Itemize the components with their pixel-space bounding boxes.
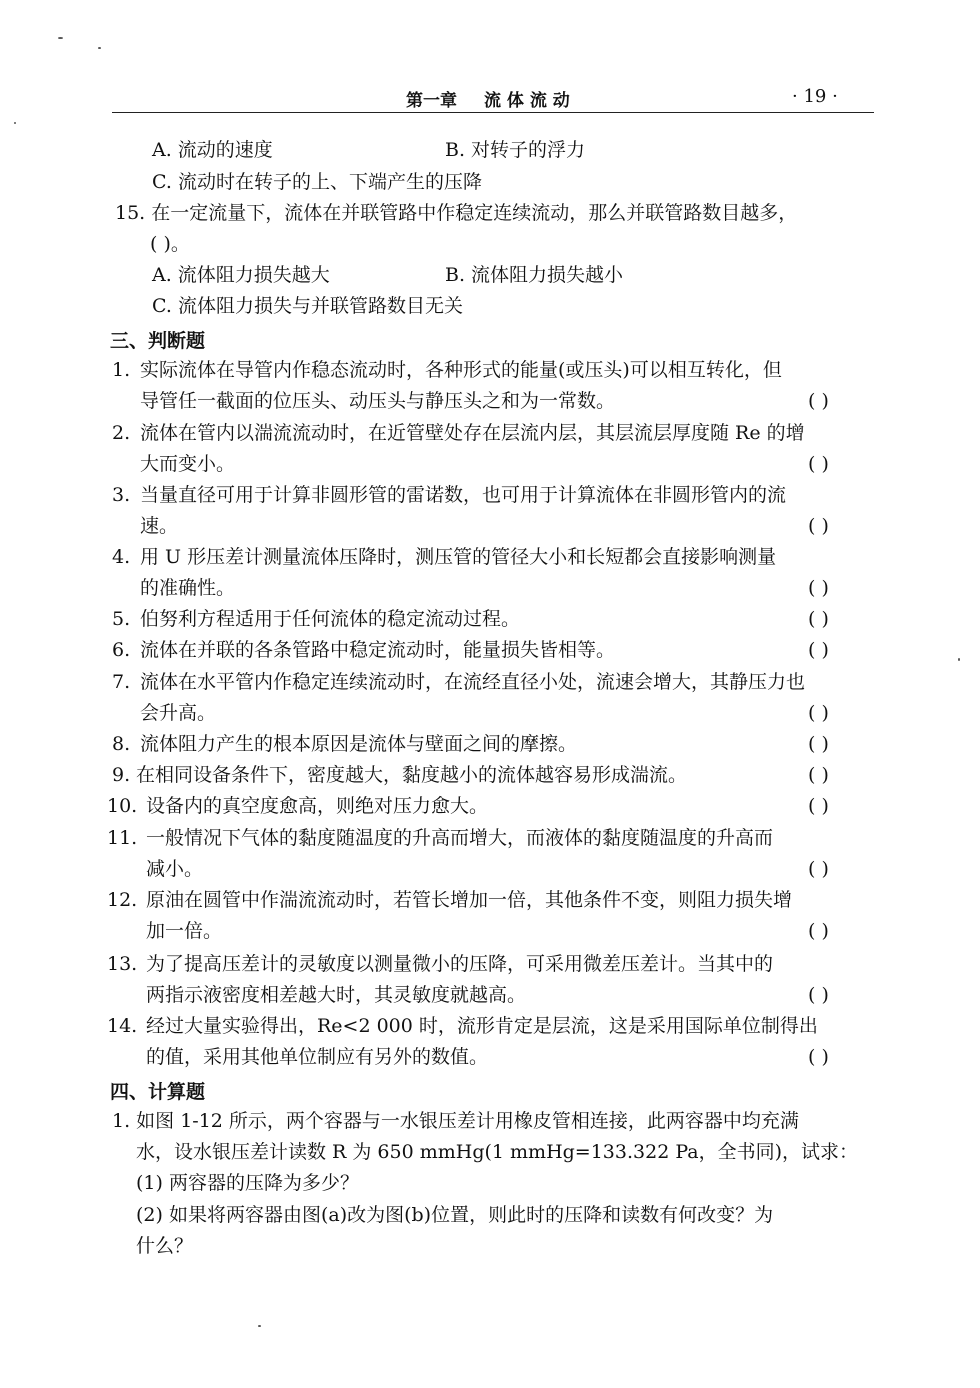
answer-blank: ( ) xyxy=(808,577,829,599)
item-text: 流体阻力产生的根本原因是流体与壁面之间的摩擦。 xyxy=(140,733,578,755)
item-text: 速。 xyxy=(140,515,179,537)
section-title: 三、判断题 xyxy=(110,330,206,352)
sub-question: (2) 如果将两容器由图(a)改为图(b)位置，则此时的压降和读数有何改变？为 xyxy=(136,1204,774,1226)
option-c: C. 流动时在转子的上、下端产生的压降 xyxy=(152,171,482,193)
option-b: B. 对转子的浮力 xyxy=(445,139,586,161)
item-number: 1. xyxy=(112,359,131,381)
item-number: 14. xyxy=(107,1015,138,1037)
item-number: 2. xyxy=(112,422,131,444)
chapter-title: 流 体 流 动 xyxy=(484,91,570,111)
scan-speck xyxy=(958,658,960,661)
option-b: B. 流体阻力损失越小 xyxy=(445,264,624,286)
item-text: 在相同设备条件下，密度越大，黏度越小的流体越容易形成湍流。 xyxy=(136,764,688,786)
answer-blank: ( ) xyxy=(808,639,829,661)
answer-blank: ( ) xyxy=(808,390,829,412)
item-number: 11. xyxy=(107,827,138,849)
item-text: 原油在圆管中作湍流流动时，若管长增加一倍，其他条件不变，则阻力损失增 xyxy=(146,889,793,911)
answer-blank: ( ) xyxy=(808,764,829,786)
item-text: 流体在水平管内作稳定连续流动时，在流经直径小处，流速会增大，其静压力也 xyxy=(140,671,806,693)
item-number: 8. xyxy=(112,733,131,755)
item-number: 5. xyxy=(112,608,131,630)
item-number: 10. xyxy=(107,795,138,817)
item-text: 经过大量实验得出，Re<2 000 时，流形肯定是层流，这是采用国际单位制得出 xyxy=(146,1015,818,1037)
answer-blank: ( ) xyxy=(808,1046,829,1068)
problem-text: 1. 如图 1-12 所示，两个容器与一水银压差计用橡皮管相连接，此两容器中均充满 xyxy=(112,1110,799,1132)
option-c: C. 流体阻力损失与并联管路数目无关 xyxy=(152,295,463,317)
item-number: 7. xyxy=(112,671,131,693)
chapter-label: 第一章 xyxy=(406,91,457,111)
item-number: 6. xyxy=(112,639,131,661)
answer-blank: ( ) xyxy=(808,702,829,724)
answer-blank: ( ) xyxy=(808,608,829,630)
item-number: 9. xyxy=(112,764,131,786)
item-number: 4. xyxy=(112,546,131,568)
item-text: 两指示液密度相差越大时，其灵敏度就越高。 xyxy=(146,984,527,1006)
answer-blank: ( ) xyxy=(808,453,829,475)
item-text: 加一倍。 xyxy=(146,920,223,942)
answer-blank: ( ) xyxy=(808,984,829,1006)
question-15-stem: 15. 在一定流量下，流体在并联管路中作稳定连续流动，那么并联管路数目越多， xyxy=(115,202,798,224)
question-15-blank: ( )。 xyxy=(150,233,190,255)
section-title: 四、计算题 xyxy=(110,1081,206,1103)
item-text: 流体在并联的各条管路中稳定流动时，能量损失皆相等。 xyxy=(140,639,616,661)
item-text: 大而变小。 xyxy=(140,453,236,475)
scan-speck xyxy=(258,1325,261,1327)
sub-question: (1) 两容器的压降为多少？ xyxy=(136,1172,359,1194)
answer-blank: ( ) xyxy=(808,795,829,817)
header-rule xyxy=(112,112,874,113)
item-text: 的准确性。 xyxy=(140,577,236,599)
sub-question: 什么？ xyxy=(136,1235,194,1257)
item-text: 的值，采用其他单位制应有另外的数值。 xyxy=(146,1046,489,1068)
item-text: 流体在管内以湍流流动时，在近管壁处存在层流内层，其层流层厚度随 Re 的增 xyxy=(140,422,805,444)
item-text: 实际流体在导管内作稳态流动时，各种形式的能量(或压头)可以相互转化，但 xyxy=(140,359,782,381)
item-text: 减小。 xyxy=(146,858,204,880)
item-number: 3. xyxy=(112,484,131,506)
page-number: · 19 · xyxy=(792,86,838,107)
item-text: 导管任一截面的位压头、动压头与静压头之和为一常数。 xyxy=(140,390,616,412)
item-number: 12. xyxy=(107,889,138,911)
scan-speck xyxy=(98,47,101,49)
scan-speck xyxy=(14,122,16,124)
item-text: 设备内的真空度愈高，则绝对压力愈大。 xyxy=(146,795,489,817)
item-text: 用 U 形压差计测量流体压降时，测压管的管径大小和长短都会直接影响测量 xyxy=(140,546,777,568)
item-number: 13. xyxy=(107,953,138,975)
problem-text: 水，设水银压差计读数 R 为 650 mmHg(1 mmHg=133.322 Pa，全书同)，试求： xyxy=(136,1141,859,1163)
answer-blank: ( ) xyxy=(808,733,829,755)
answer-blank: ( ) xyxy=(808,858,829,880)
item-text: 为了提高压差计的灵敏度以测量微小的压降，可采用微差压差计。当其中的 xyxy=(146,953,774,975)
option-a: A. 流体阻力损失越大 xyxy=(152,264,330,286)
option-a: A. 流动的速度 xyxy=(152,139,273,161)
item-text: 一般情况下气体的黏度随温度的升高而增大，而液体的黏度随温度的升高而 xyxy=(146,827,774,849)
item-text: 伯努利方程适用于任何流体的稳定流动过程。 xyxy=(140,608,521,630)
answer-blank: ( ) xyxy=(808,515,829,537)
scan-speck xyxy=(58,37,63,39)
item-text: 会升高。 xyxy=(140,702,217,724)
item-text: 当量直径可用于计算非圆形管的雷诺数，也可用于计算流体在非圆形管内的流 xyxy=(140,484,787,506)
answer-blank: ( ) xyxy=(808,920,829,942)
